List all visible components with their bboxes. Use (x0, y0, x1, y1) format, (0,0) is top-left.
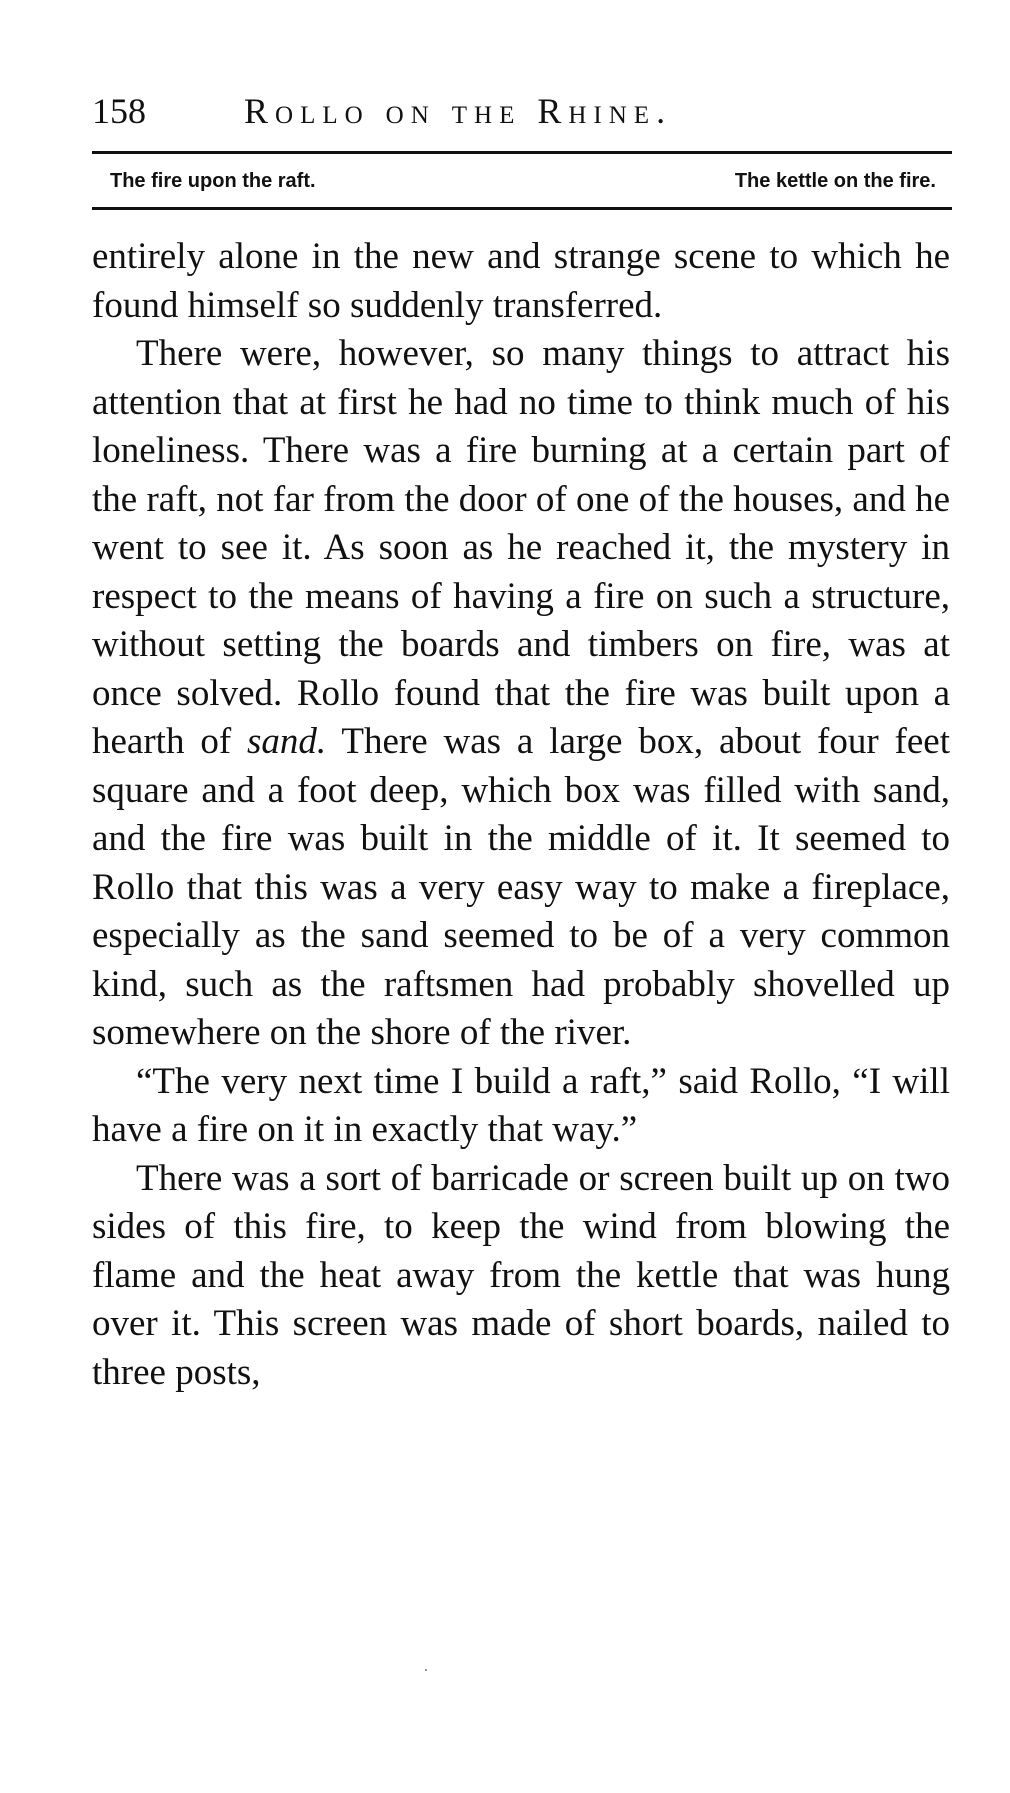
body-text (92, 233, 950, 1397)
section-subheads (110, 167, 936, 195)
paragraph-3: “The very next time I build a raft,” said Rollo, “I will have a fire on it in exactly that way.” (92, 1060, 950, 1150)
page-number: 158 (92, 91, 146, 131)
paragraph-2-part-1: There were, however, so many things to attract his attention that at first he had no time to think much of his loneliness. There was a fire burning at a certain part of the raft, not far from the door of one of the houses, and he went to see it. As soon as he reached it, the mystery in respect to the means of having a fire on such a structure, without setting the boards and timbers on fire, was at once solved. Rollo found that the fire was built upon a hearth of (92, 333, 950, 762)
paragraph-1: entirely alone in the new and strange scene to which he found himself so suddenly transferred. (92, 236, 950, 326)
paragraph-2 (92, 330, 950, 1058)
header-rule-bottom (92, 207, 952, 210)
book-title: Rollo on the Rhine. (244, 91, 673, 131)
ink-speck (425, 1669, 427, 1671)
subhead-right: The kettle on the fire. (734, 170, 936, 192)
paragraph-4: There was a sort of barricade or screen built up on two sides of this fire, to keep the wind from blowing the flame and the heat away from the kettle that was hung over it. This screen was made of short boards, nailed to three posts, (92, 1157, 950, 1393)
running-head (92, 88, 952, 134)
header-rule-top (92, 151, 952, 154)
subhead-left: The fire upon the raft. (110, 170, 316, 192)
paragraph-2-part-2: There was a large box, about four feet square and a foot deep, which box was filled with sand, and the fire was built in the middle of it. It seemed to Rollo that this was a very easy way to make a fireplace, especially as the sand seemed to be of a very common kind, such as the raftsmen had probably shovelled up somewhere on the shore of the river. (92, 721, 950, 1053)
emphasis-sand: sand. (247, 721, 327, 762)
